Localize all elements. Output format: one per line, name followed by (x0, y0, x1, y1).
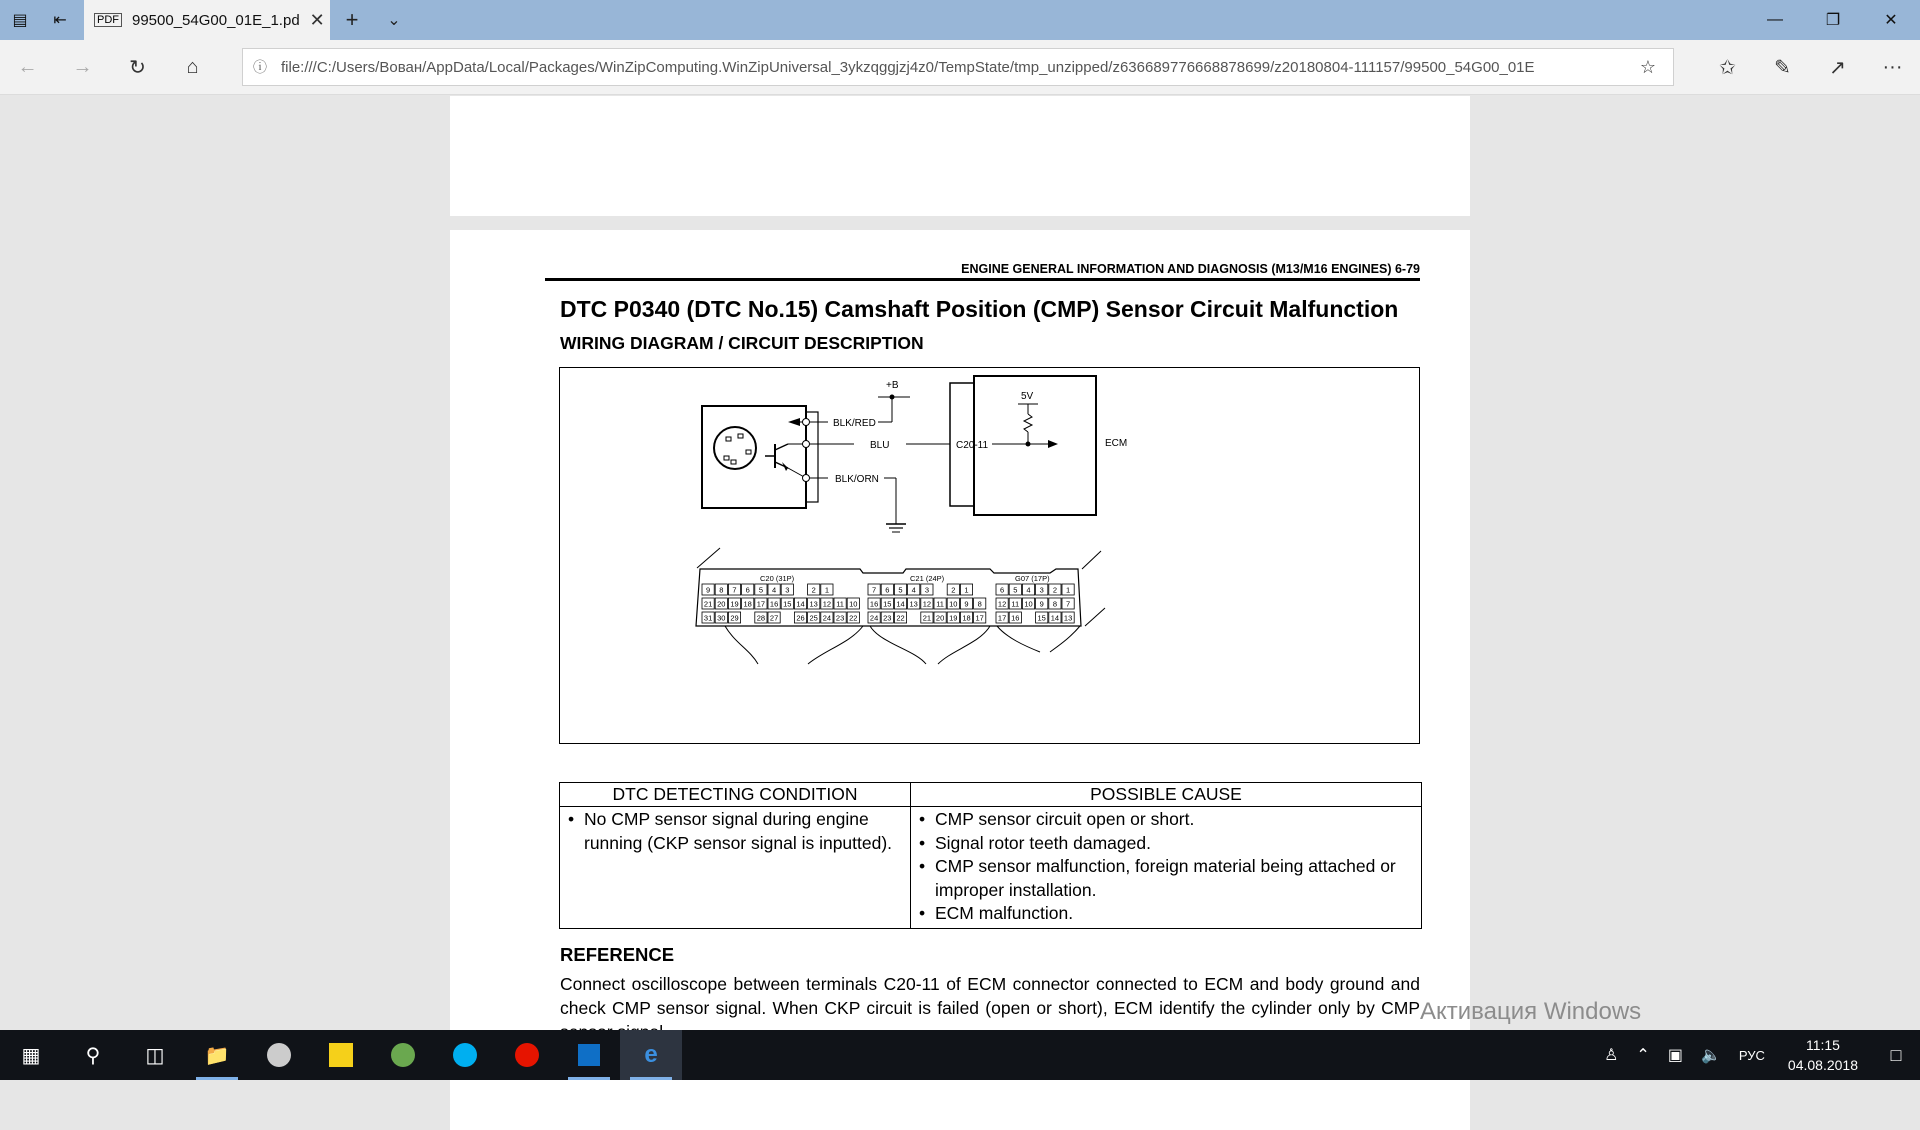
connector-pin-number: 29 (730, 613, 739, 623)
file-explorer-icon[interactable]: 📁 (186, 1030, 248, 1080)
connector-pin-number: 9 (1039, 599, 1044, 609)
connector-pin-number: 24 (869, 613, 879, 623)
reference-heading: REFERENCE (560, 944, 675, 965)
connector-pin-number: 6 (1000, 585, 1005, 595)
connector-pin-number: 15 (1037, 613, 1046, 623)
connector-pin-number: 4 (772, 585, 777, 595)
connector-pin-number: 11 (836, 599, 844, 609)
notifications-icon[interactable]: □ (1890, 1044, 1902, 1065)
navigation-bar (0, 40, 1920, 95)
connector-pin-number: 16 (869, 599, 879, 609)
reference-text: Connect oscilloscope between terminals C20-11 of ECM connector connected to ECM and body ground and check CMP sensor signal. When CKP circuit is failed (open or short), ECM identify the cylinder only by CMP (560, 974, 1420, 1018)
connector-pin-number: 14 (1050, 613, 1060, 623)
more-icon[interactable]: ··· (1882, 55, 1903, 78)
connector-pin-number: 2 (811, 585, 816, 595)
new-tab-button[interactable]: + (345, 7, 359, 32)
section-subtitle: WIRING DIAGRAM / CIRCUIT DESCRIPTION (560, 333, 924, 353)
signal-rotor-icon (714, 427, 756, 469)
favorites-icon[interactable]: ✩ (1719, 56, 1736, 79)
connector-pin-number: 3 (785, 585, 790, 595)
ecm-box (974, 376, 1096, 515)
connector-pin-number: 10 (1024, 599, 1033, 609)
tab-title: 99500_54G00_01E_1.pd (132, 11, 300, 29)
maximize-button[interactable]: ❐ (1825, 12, 1841, 29)
pdf-page (450, 230, 1470, 1130)
refresh-button[interactable]: ↻ (129, 56, 146, 79)
taskbar (0, 1030, 1920, 1080)
blk-red-label: BLK/RED (833, 418, 876, 429)
cause-item: • CMP sensor malfunction, foreign material being attached or improper installation. (917, 855, 1415, 902)
minimize-button[interactable]: — (1767, 11, 1783, 28)
connector-pin-number: 9 (964, 599, 969, 609)
wiring-diagram-svg (560, 368, 1421, 745)
running-head: ENGINE GENERAL INFORMATION AND DIAGNOSIS (M13/M16 ENGINES) 6-79 (545, 262, 1420, 281)
connector-pin-number: 14 (896, 599, 905, 609)
tab-pdf[interactable] (84, 0, 330, 40)
ecm-label: ECM (1105, 438, 1128, 449)
connector-pin-number: 26 (796, 613, 805, 623)
connector-pin-number: 11 (936, 599, 944, 609)
blk-orn-label: BLK/ORN (835, 474, 879, 485)
chevron-down-icon[interactable]: ⌄ (387, 12, 401, 29)
connector-pin-number: 20 (935, 613, 945, 623)
connector-pin-number: 7 (1066, 599, 1071, 609)
connector-pin-number: 8 (977, 599, 982, 609)
url-text[interactable]: file:///C:/Users/Вован/AppData/Local/Packages/WinZipComputing.WinZipUniversal_3ykzqggjzj4z0/TempState/tmp_unzipped/z636689776668878699/z20180804-111157/99500_54G00_01E (281, 58, 1535, 76)
plus-b-label: +B (886, 380, 899, 391)
connector-pins (702, 584, 1074, 623)
chevron-up-icon[interactable]: ⌃ (1636, 1047, 1650, 1064)
connector-pin-number: 19 (730, 599, 739, 609)
clock[interactable] (1774, 1035, 1872, 1075)
col-header-cause: POSSIBLE CAUSE (911, 783, 1422, 807)
pen-icon[interactable]: ✎ (1774, 56, 1791, 79)
connector-pin-number: 16 (1011, 613, 1020, 623)
connector-pin-number: 12 (997, 599, 1007, 609)
cause-cell (911, 807, 1422, 929)
connector-pin-number: 27 (769, 613, 779, 623)
connector-pin-number: 3 (1039, 585, 1044, 595)
tab-sets-icon[interactable]: ▤ (12, 12, 28, 29)
connector-pin-number: 4 (911, 585, 916, 595)
home-button[interactable]: ⌂ (186, 55, 199, 78)
connector-pin-number: 22 (849, 613, 858, 623)
wiring-diagram (559, 367, 1420, 744)
connector-pin-number: 23 (835, 613, 845, 623)
search-icon[interactable]: ⚲ (85, 1044, 101, 1067)
connector-pin-number: 19 (949, 613, 958, 623)
connector-pin-number: 18 (743, 599, 752, 609)
connector-pin-number: 2 (951, 585, 956, 595)
connector-pin-number: 12 (822, 599, 832, 609)
outlook-icon[interactable] (558, 1030, 620, 1080)
connector-pin-number: 10 (849, 599, 858, 609)
connector-pin-number: 8 (1052, 599, 1057, 609)
connector-pin-number: 18 (962, 613, 971, 623)
input-language[interactable]: РУС (1738, 1047, 1765, 1063)
connector-pin-number: 2 (1052, 585, 1057, 595)
connector-pin-number: 13 (809, 599, 818, 609)
connector-pin-number: 28 (756, 613, 766, 623)
blu-label: BLU (870, 440, 890, 451)
media-player-icon[interactable] (248, 1030, 310, 1080)
connector-pin-number: 5 (758, 585, 763, 595)
player-icon[interactable] (310, 1030, 372, 1080)
five-v-label: 5V (1021, 391, 1034, 402)
connector-pin-number: 7 (732, 585, 737, 595)
connector-pin-number: 22 (896, 613, 905, 623)
connector-pin-number: 5 (898, 585, 903, 595)
share-icon[interactable]: ↗ (1829, 56, 1846, 79)
connector-pin-number: 21 (922, 613, 932, 623)
address-bar[interactable] (242, 48, 1674, 86)
pdf-icon: PDF (94, 13, 122, 27)
title-bar (0, 0, 1920, 40)
info-icon[interactable]: ⓘ (253, 59, 267, 75)
cause-item: • CMP sensor circuit open or short. (917, 808, 1415, 832)
dtc-table (559, 782, 1422, 929)
forward-button[interactable]: → (72, 55, 93, 78)
c20-11-label: C20-11 (956, 440, 989, 451)
connector-pin-number: 21 (703, 599, 713, 609)
connector-pin-number: 10 (949, 599, 958, 609)
connector-pin-number: 11 (1011, 599, 1020, 609)
col-header-condition: DTC DETECTING CONDITION (560, 783, 911, 807)
close-tab-icon[interactable]: ✕ (309, 9, 325, 30)
connector-pin-number: 13 (1063, 613, 1073, 623)
network-icon[interactable]: ▣ (1667, 1047, 1683, 1064)
c21-connector-label: C21 (24P) (910, 574, 945, 583)
connector-pin-number: 1 (964, 585, 969, 595)
connector-pin-number: 17 (756, 599, 766, 609)
people-icon[interactable]: ♙ (1604, 1047, 1619, 1064)
connector-pin-number: 7 (872, 585, 877, 595)
connector-pin-number: 6 (885, 585, 890, 595)
cause-item: • Signal rotor teeth damaged. (917, 832, 1415, 856)
connector-pin-number: 20 (717, 599, 726, 609)
connector-pin-number: 1 (824, 585, 829, 595)
connector-pin-number: 25 (809, 613, 818, 623)
connector-pin-number: 3 (924, 585, 929, 595)
connector-pin-number: 16 (769, 599, 779, 609)
connector-pin-number: 8 (719, 585, 724, 595)
connector-pin-number: 30 (717, 613, 726, 623)
connector-pin-number: 14 (796, 599, 805, 609)
connector-pin-number: 4 (1026, 585, 1031, 595)
page-title: DTC P0340 (DTC No.15) Camshaft Position (CMP) Sensor Circuit Malfunction (560, 296, 1399, 322)
connector-pin-number: 23 (883, 613, 892, 623)
activation-title: Активация Windows (1420, 998, 1642, 1025)
connector-pin-number: 1 (1066, 585, 1071, 595)
clock-date: 04.08.2018 (1787, 1057, 1858, 1073)
favorite-star-icon[interactable]: ☆ (1639, 56, 1657, 77)
connector-pin-number: 5 (1013, 585, 1018, 595)
pdf-viewer[interactable] (0, 96, 1920, 1030)
connector-pin-number: 12 (922, 599, 932, 609)
connector-pin-number: 9 (706, 585, 711, 595)
connector-pin-number: 6 (745, 585, 750, 595)
connector-pin-number: 31 (703, 613, 713, 623)
connector-pin-number: 13 (909, 599, 918, 609)
back-button[interactable]: ← (17, 55, 38, 78)
edge-browser-icon[interactable]: e (620, 1030, 682, 1080)
volume-icon[interactable]: 🔈 (1700, 1047, 1721, 1064)
c20-connector-label: C20 (31P) (760, 574, 795, 583)
connector-pin-number: 15 (883, 599, 892, 609)
condition-cell (560, 807, 911, 929)
yandex-browser-icon[interactable] (496, 1030, 558, 1080)
connector-pin-number: 17 (997, 613, 1007, 623)
skype-icon[interactable] (434, 1030, 496, 1080)
connector-pin-number: 15 (783, 599, 792, 609)
utorrent-icon[interactable] (372, 1030, 434, 1080)
cause-item: • ECM malfunction. (917, 902, 1415, 926)
clock-time: 11:15 (1805, 1037, 1840, 1053)
connector-pin-number: 17 (975, 613, 984, 623)
windows-start-icon[interactable]: ▦ (21, 1044, 41, 1067)
connector-pin-number: 24 (822, 613, 832, 623)
set-aside-tabs-icon[interactable]: ⇤ (53, 12, 67, 29)
close-window-button[interactable]: ✕ (1884, 12, 1898, 29)
condition-item: • No CMP sensor signal during engine running (CKP sensor signal is inputted). (566, 808, 904, 855)
task-view-icon[interactable]: ◫ (145, 1044, 165, 1067)
previous-page (450, 96, 1470, 216)
g07-connector-label: G07 (17P) (1015, 574, 1050, 583)
